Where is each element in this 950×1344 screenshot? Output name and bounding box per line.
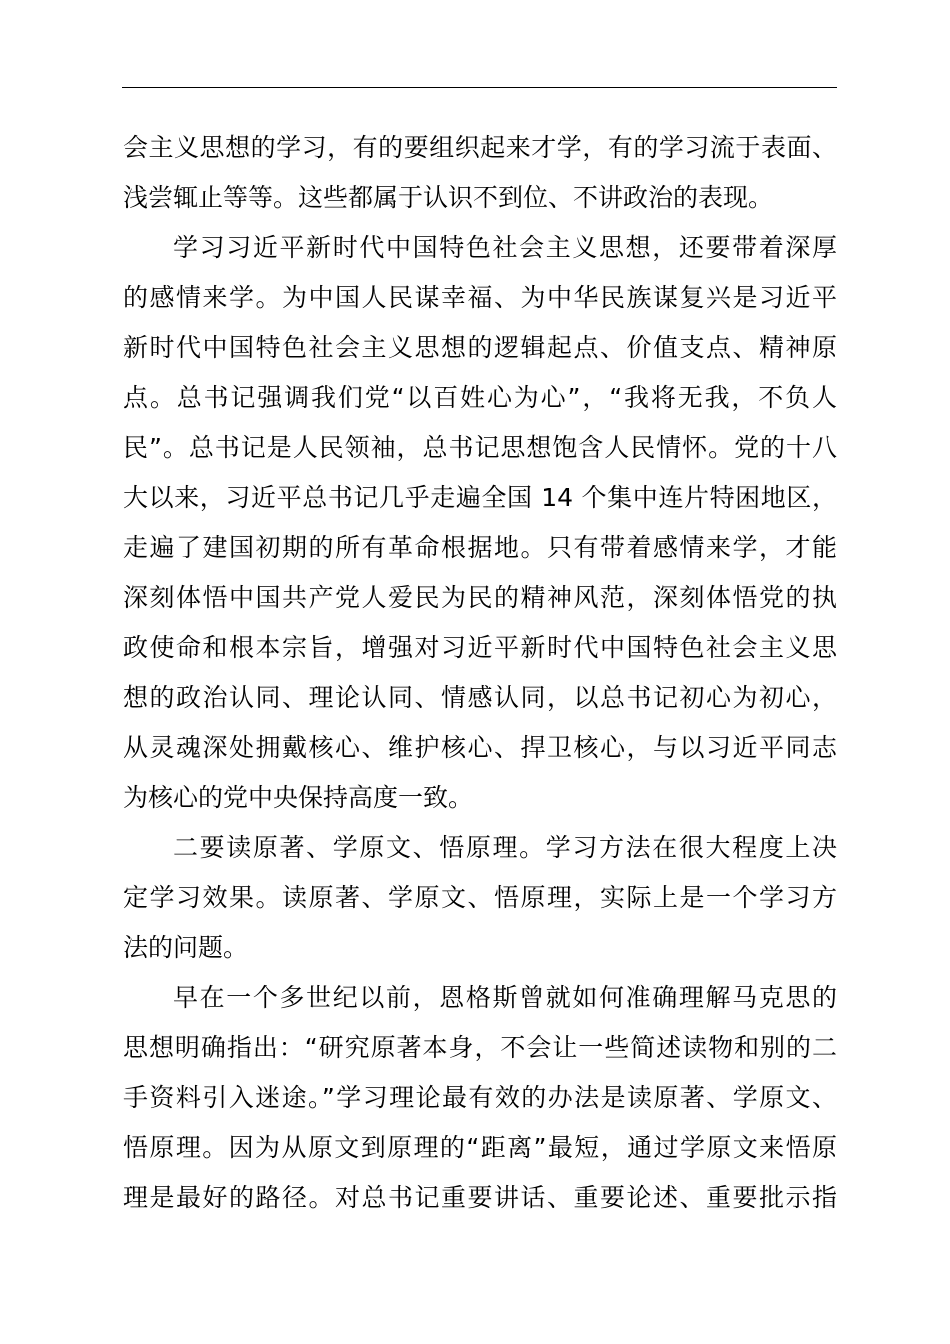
text-line: 为核心的党中央保持高度一致。 (123, 783, 474, 812)
text-line: 手资料引入迷途。”学习理论最有效的办法是读原著、学原文、 (123, 1083, 837, 1112)
text-line: 会主义思想的学习，有的要组织起来才学，有的学习流于表面、 (123, 133, 837, 162)
text-line: 新时代中国特色社会主义思想的逻辑起点、价值支点、精神原 (123, 333, 837, 362)
text-line: 早在一个多世纪以前，恩格斯曾就如何准确理解马克思的 (173, 983, 837, 1012)
text-line: 深刻体悟中国共产党人爱民为民的精神风范，深刻体悟党的执 (123, 583, 837, 612)
text-line: 浅尝辄止等等。这些都属于认识不到位、不讲政治的表现。 (123, 183, 774, 212)
text-line: 民”。总书记是人民领袖，总书记思想饱含人民情怀。党的十八 (123, 433, 837, 462)
text-line: 从灵魂深处拥戴核心、维护核心、捍卫核心，与以习近平同志 (123, 733, 837, 762)
text-line: 学习习近平新时代中国特色社会主义思想，还要带着深厚 (173, 233, 837, 262)
text-line: 理是最好的路径。对总书记重要讲话、重要论述、重要批示指 (123, 1183, 837, 1212)
text-line: 二要读原著、学原文、悟原理。学习方法在很大程度上决 (173, 833, 837, 862)
text-line: 走遍了建国初期的所有革命根据地。只有带着感情来学，才能 (123, 533, 837, 562)
text-line: 大以来，习近平总书记几乎走遍全国 14 个集中连片特困地区， (123, 483, 837, 512)
header-rule (122, 87, 837, 88)
text-line: 点。总书记强调我们党“以百姓心为心”，“我将无我，不负人 (123, 383, 837, 412)
text-line: 定学习效果。读原著、学原文、悟原理，实际上是一个学习方 (123, 883, 837, 912)
text-line: 想的政治认同、理论认同、情感认同，以总书记初心为初心， (123, 683, 837, 712)
text-line: 悟原理。因为从原文到原理的“距离”最短，通过学原文来悟原 (123, 1133, 837, 1162)
text-line: 思想明确指出：“研究原著本身，不会让一些简述读物和别的二 (123, 1033, 837, 1062)
text-line: 的感情来学。为中国人民谋幸福、为中华民族谋复兴是习近平 (123, 283, 837, 312)
text-line: 政使命和根本宗旨，增强对习近平新时代中国特色社会主义思 (123, 633, 837, 662)
text-line: 法的问题。 (123, 933, 249, 962)
